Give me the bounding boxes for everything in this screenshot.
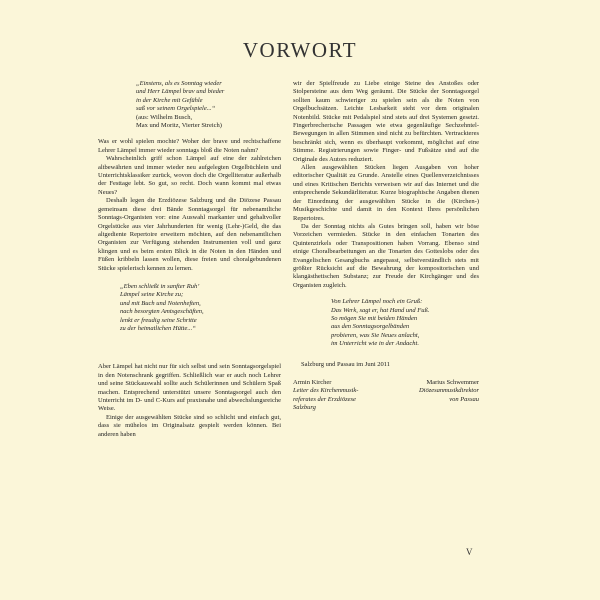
quote-line: Von Lehrer Lämpel noch ein Gruß:: [331, 298, 423, 306]
quote-line: „Eben schließt in sanfter Ruh’: [120, 282, 200, 290]
quote-source: (aus: Wilhelm Busch,: [136, 113, 193, 121]
closing-quote: [331, 298, 479, 348]
place-date: Salzburg und Passau im Juni 2011: [301, 360, 391, 368]
paragraph: Da der Sonntag nichts als Gutes bringen soll, haben wir böse Vorzeichen vermieden. Stücke in den einfachen Tonarten des Quintenzirkels oder Transpositionen haben Vorrang. Ebenso sind einige Choralbearbeitungen an die Tonarten des Gotteslobs oder des Evangelischen Gesangbuchs angepasst, selbstverständlich stets mit größter Rücksicht auf die Bewahrung der kompositorischen und klangästhetischen Substanz; zur Freude der Kirchgänger und des Organisten zugleich.: [293, 222, 479, 289]
quote-line: Lämpel seine Kirche zu;: [120, 291, 184, 299]
quote-line: „Einstens, als es Sonntag wieder: [136, 80, 222, 87]
paragraph: Was er wohl spielen mochte? Woher der brave und rechtschaffene Lehrer Lämpel immer wieder sonntags bloß die Noten nahm?: [98, 138, 281, 154]
signer-role: Leiter des Kirchenmusik-: [293, 387, 359, 395]
quote-line: lenkt er freudig seine Schritte: [120, 316, 197, 324]
signatures: [293, 379, 479, 413]
quote-source: Max und Moritz, Vierter Streich): [136, 122, 222, 130]
right-column: [293, 80, 479, 413]
quote-line: im Unterricht wie in der Andacht.: [331, 340, 419, 348]
signer-role: Salzburg: [293, 404, 316, 412]
signature-schwemmer: [387, 379, 479, 413]
quote-line: in der Kirche mit Gefühle: [136, 96, 203, 104]
signer-name: Armin Kircher: [293, 379, 332, 386]
quote-line: und Herr Lämpel brav und bieder: [136, 88, 225, 96]
signer-role: Diözesanmusikdirektor: [418, 387, 479, 395]
quote-line: So mögen Sie mit beiden Händen: [331, 314, 418, 322]
signer-role: von Passau: [449, 395, 479, 403]
paragraph: Aber Lämpel hat nicht nur für sich selbst und sein Sonntagsorgelspiel in den Notenschrank gegriffen. Schließlich war er auch noch Lehrer und seine Stückauswahl sollte auch Schülerinnen und Schülern Spaß machen. Entsprechend unterstützt unsere Sonntagsorgel auch den Unterricht im D- und C-Kurs auf praxisnahe und abwechslungsreiche Weise.: [98, 363, 281, 413]
quote-line: aus den Sonntagsorgelbänden: [331, 323, 410, 331]
page-title: VORWORT: [242, 38, 358, 62]
quote-line: zu der heimatlichen Hütte...“: [120, 324, 196, 332]
paragraph: Einige der ausgewählten Stücke sind so schlicht und einfach gut, dass sie mühelos im Originalsatz gespielt werden können. Bei anderen haben: [98, 413, 281, 438]
quote-line: saß vor seinem Orgelspiele...“: [136, 105, 216, 113]
opening-quote: [136, 80, 281, 130]
paragraph: Deshalb legen die Erzdiözese Salzburg und die Diözese Passau gemeinsam diese drei Bände Sonntagsorgel für nebenamtliche Sonntags-Organisten vor: eine Auswahl markanter und gehaltvoller Orgelstücke aus vier Jahrhunderten für wenig (Lehr-)Geld, die das altgediente Repertoire erweitern möchten, auf den nebenamtlichen Organisten zur Verfügung stehenden Instrumenten voll und ganz klingen und es beim ersten Blick in die Noten in den Händen und Füßen kribbeln lassen wollen, diese freien und choralgebundenen Stücke spielerisch kennen zu lernen.: [98, 197, 281, 272]
paragraph: wir der Spielfreude zu Liebe einige Steine des Anstoßes oder Stolpersteine aus dem Weg geräumt. Die Stücke der Sonntagsorgel sollten kaum schwieriger zu spielen sein als die Noten von Orgelbuchsätzen. Leichte Lesbarkeit steht vor dem originalen Notenbild. Stücke mit Pedalspiel sind stets auf drei Systemen gesetzt. Fingerbrecherische Passagen wie etwa gegenläufige Sechzehntel-Bewegungen in allen Stimmen sind nicht zu befürchten. Vertrackteres beschränkt sich, wenn es überhaupt vorkommt, möglichst auf eine Stimme. Registrierungen sowie Finger- und Fußsätze sind auf die Originale des Autors reduziert.: [293, 80, 479, 163]
middle-quote: [120, 283, 281, 333]
quote-line: probieren, was Sie Neues anlacht,: [331, 331, 420, 339]
paragraph: Allen ausgewählten Stücken liegen Ausgaben von hoher editorischer Qualität zu Grunde. Anstelle eines Quellenverzeichnisses und eines Kritischen Berichts verweisen wir auf das Internet und die entsprechende Sekundärliteratur. Kurze biographische Angaben dienen der Einordnung der ausgewählten Stücke in die (Kirchen-) Musikgeschichte und damit in den Kontext Ihres persönlichen Repertoires.: [293, 164, 479, 222]
page-number: V: [466, 547, 473, 557]
signer-name: Marius Schwemmer: [426, 379, 479, 386]
paragraph: Wahrscheinlich griff schon Lämpel auf eine der zahlreichen altbewährten und immer wieder neu aufgelegten Orgelbüchlein und Unterrichtsklassiker zurück, wovon doch die Orgelliteratur außerhalb der Festtage lebt. So gut, so recht. Doch wann kommt mal etwas Neues?: [98, 155, 281, 196]
quote-line: Das Werk, sagt er, hat Hand und Fuß.: [331, 306, 430, 314]
signature-kircher: [293, 379, 385, 413]
signer-role: referates der Erzdiözese: [293, 395, 356, 403]
quote-line: nach besorgten Amtsgeschäften,: [120, 308, 204, 316]
quote-line: und mit Buch und Notenheften,: [120, 299, 201, 307]
left-column: [98, 80, 281, 439]
